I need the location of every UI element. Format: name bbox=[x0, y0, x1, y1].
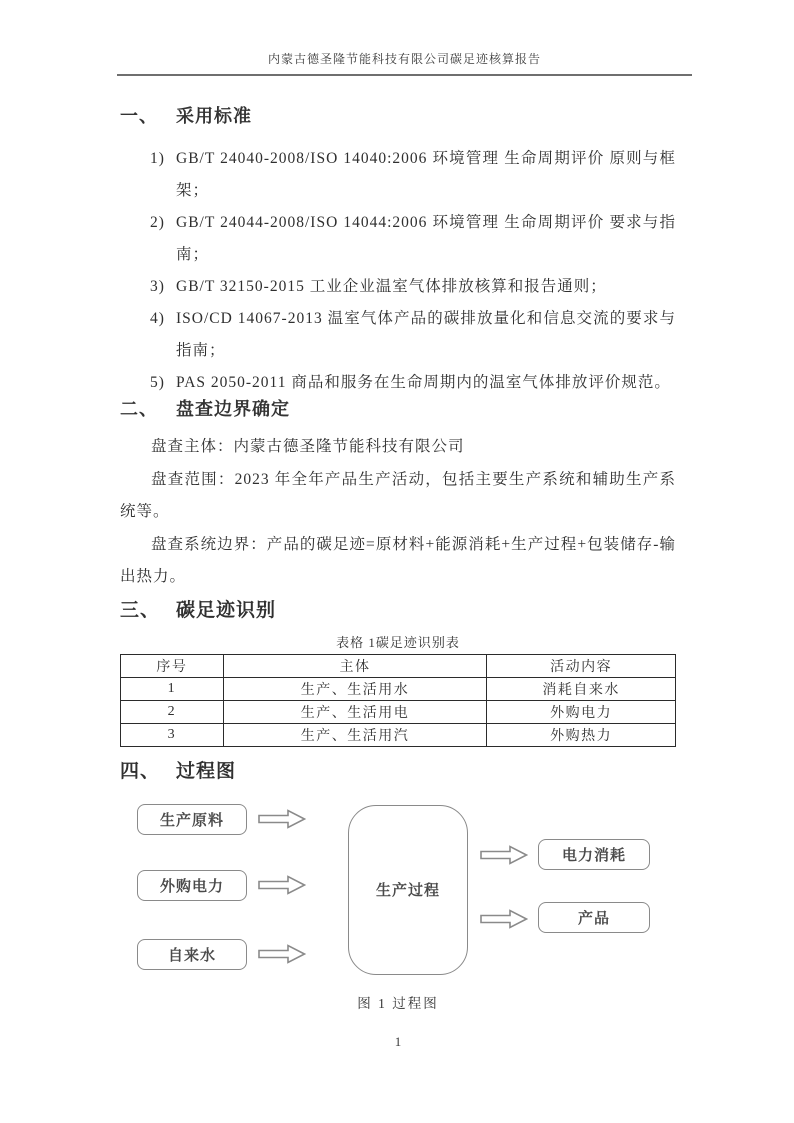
flow-arrow-icon bbox=[258, 809, 306, 829]
page-number: 1 bbox=[394, 1033, 402, 1049]
column-header: 序号 bbox=[121, 654, 224, 677]
diagram-node-product bbox=[538, 902, 650, 933]
section-3-title: 碳足迹识别 bbox=[176, 599, 277, 621]
diagram-node-electricity-consumption bbox=[538, 839, 650, 870]
header-title: 内蒙古德圣隆节能科技有限公司碳足迹核算报告 bbox=[267, 52, 541, 66]
footprint-table bbox=[120, 654, 676, 747]
list-item-number: 2) bbox=[150, 214, 165, 231]
table-cell: 消耗自来水 bbox=[487, 677, 676, 700]
diagram-node-tap-water bbox=[137, 939, 247, 970]
section-4-title: 过程图 bbox=[176, 760, 237, 782]
section-1-title: 采用标准 bbox=[176, 106, 252, 126]
diagram-node-label: 产品 bbox=[577, 909, 610, 927]
flow-arrow-icon bbox=[480, 845, 528, 865]
standards-list bbox=[120, 143, 676, 399]
section-1-heading bbox=[120, 103, 676, 130]
list-item-number: 3) bbox=[150, 278, 165, 295]
paragraph-system-boundary: 盘查系统边界：产品的碳足迹=原材料+能源消耗+生产过程+包装储存-输出热力。 bbox=[120, 535, 676, 585]
list-item-number: 4) bbox=[150, 310, 165, 327]
table-row bbox=[121, 700, 676, 723]
list-item-text: GB/T 32150-2015 工业企业温室气体排放核算和报告通则； bbox=[176, 278, 607, 295]
diagram-node-production-process bbox=[348, 805, 468, 975]
column-header: 活动内容 bbox=[487, 654, 676, 677]
section-3-heading bbox=[120, 597, 676, 625]
process-diagram bbox=[120, 789, 676, 989]
list-item-text: ISO/CD 14067-2013 温室气体产品的碳排放量化和信息交流的要求与指南； bbox=[176, 310, 676, 359]
table-header-row bbox=[121, 654, 676, 677]
table-cell: 1 bbox=[121, 677, 224, 700]
list-item-text: GB/T 24040-2008/ISO 14040:2006 环境管理 生命周期评价 原则与框架； bbox=[176, 150, 676, 199]
flow-arrow-icon bbox=[258, 944, 306, 964]
section-2-heading bbox=[120, 396, 676, 423]
list-item-number: 1) bbox=[150, 150, 165, 167]
section-2-number: 二、 bbox=[120, 399, 158, 419]
page-content bbox=[0, 103, 794, 1050]
diagram-node-label: 生产过程 bbox=[375, 882, 440, 899]
table-caption: 表格 1碳足迹识别表 bbox=[336, 634, 460, 650]
table-cell: 外购电力 bbox=[487, 700, 676, 723]
table-cell: 2 bbox=[121, 700, 224, 723]
flow-arrow-icon bbox=[480, 909, 528, 929]
section-2-title: 盘查边界确定 bbox=[176, 399, 290, 419]
section-4-heading bbox=[120, 758, 676, 786]
diagram-node-raw-materials bbox=[137, 804, 247, 835]
list-item-number: 5) bbox=[150, 374, 165, 391]
diagram-node-label: 自来水 bbox=[167, 946, 216, 964]
list-item bbox=[120, 143, 676, 207]
list-item bbox=[120, 303, 676, 367]
table-cell: 生产、生活用水 bbox=[223, 677, 487, 700]
diagram-node-label: 外购电力 bbox=[159, 877, 224, 895]
diagram-node-purchased-electricity bbox=[137, 870, 247, 901]
diagram-node-label: 生产原料 bbox=[159, 811, 224, 829]
boundary-paragraphs bbox=[120, 431, 676, 594]
diagram-node-label: 电力消耗 bbox=[561, 846, 626, 864]
list-item bbox=[120, 271, 676, 303]
table-cell: 生产、生活用电 bbox=[223, 700, 487, 723]
column-header: 主体 bbox=[223, 654, 487, 677]
list-item bbox=[120, 367, 676, 399]
figure-caption: 图 1 过程图 bbox=[357, 995, 439, 1011]
page-header bbox=[117, 50, 692, 76]
paragraph-scope: 盘查范围：2023 年全年产品生产活动，包括主要生产系统和辅助生产系统等。 bbox=[120, 470, 676, 520]
list-item-text: PAS 2050-2011 商品和服务在生命周期内的温室气体排放评价规范。 bbox=[176, 374, 671, 391]
section-3-number: 三、 bbox=[120, 599, 161, 621]
table-cell: 生产、生活用汽 bbox=[223, 723, 487, 746]
section-1-number: 一、 bbox=[120, 106, 158, 126]
section-4-number: 四、 bbox=[120, 760, 161, 782]
list-item bbox=[120, 207, 676, 271]
list-item-text: GB/T 24044-2008/ISO 14044:2006 环境管理 生命周期评价 要求与指南； bbox=[176, 214, 676, 263]
table-row bbox=[121, 677, 676, 700]
flow-arrow-icon bbox=[258, 875, 306, 895]
paragraph-subject: 盘查主体：内蒙古德圣隆节能科技有限公司 bbox=[151, 438, 465, 455]
table-row bbox=[121, 723, 676, 746]
table-cell: 3 bbox=[121, 723, 224, 746]
table-cell: 外购热力 bbox=[487, 723, 676, 746]
